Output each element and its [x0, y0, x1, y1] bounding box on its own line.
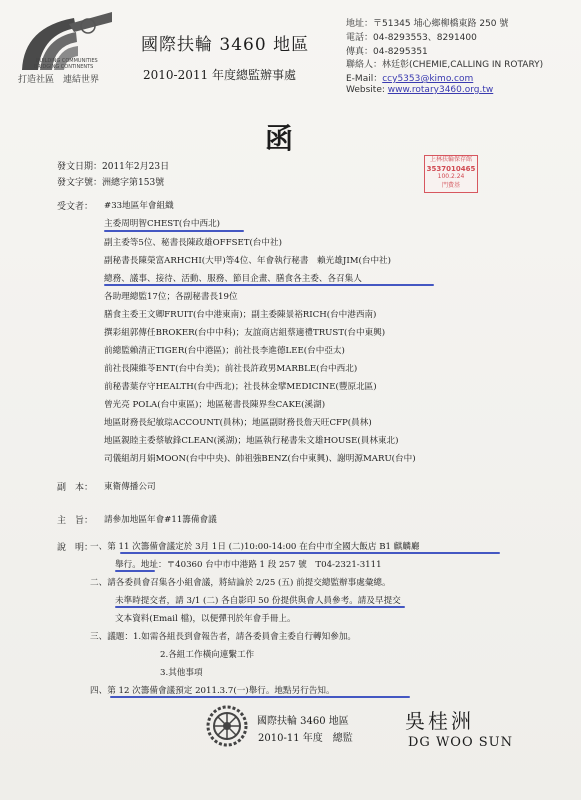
address: 地址：〒51345 埔心鄉柳橋東路 250 號 [346, 19, 509, 29]
explanation-item1b: 舉行。地址：〒40360 台中市中港路 1 段 257 號 T04-2321-3111 [115, 560, 382, 570]
rotary-wheel-icon [206, 705, 248, 747]
recipient-line: 副秘書長陳榮富ARHCHI(大甲)等4位、年會執行秘書 賴光雄JIM(台中社) [104, 256, 391, 266]
handwritten-underline [104, 230, 244, 232]
subject-value: 請參加地區年會#11籌備會議 [104, 515, 217, 525]
website-row [346, 85, 493, 95]
explanation-item3b: 2.各組工作橫向連繫工作 [160, 650, 255, 660]
explanation-item2a: 二、請各委員會召集各小組會議，將結論於 2/25 (五) 前提交總監辦事處彙總。 [90, 578, 391, 588]
handwritten-underline [115, 570, 155, 572]
email-link[interactable]: ccy5353@kimo.com [382, 74, 474, 84]
explanation-item4: 四、第 12 次籌備會議預定 2011.3.7(一)舉行。地點另行告知。 [90, 686, 335, 696]
explanation-item3c: 3.其他事項 [160, 668, 203, 678]
recipient-line: 地區財務長紀敏琮ACCOUNT(員林)；地區副財務長詹天旺CFP(員林) [104, 418, 372, 428]
received-stamp [424, 155, 478, 193]
recipient-line: 撰彩組郭傳任BROKER(台中中科)；友誼商店組蔡適禮TRUST(台中東興) [104, 328, 386, 338]
contact-person: 聯絡人：林廷彰(CHEMIE,CALLING IN ROTARY) [346, 60, 544, 70]
logo-text-bridging: BRIDGING CONTINENTS [34, 64, 94, 70]
governor-name-en: DG WOO SUN [408, 735, 513, 750]
cc-label: 副 本： [57, 483, 94, 493]
governor-name: 吳桂洲 [405, 709, 474, 733]
org-title: 國際扶輪 3460 地區 [141, 35, 310, 55]
email-label: E-Mail： [346, 74, 383, 84]
email-row [346, 71, 473, 84]
letter-title: 函 [265, 122, 294, 155]
handwritten-underline [104, 284, 434, 286]
tagline: 打造社區 連結世界 [18, 75, 100, 85]
stamp-date: 100.2.24 [437, 173, 465, 180]
recipient-line: 副主委等5位、秘書長陳政雄OFFSET(台中社) [104, 238, 282, 248]
explanation-item3a: 三、議題：1.如需各組長到會報告者，請各委員會主委自行轉知參加。 [90, 632, 357, 642]
stamp-unit: 門費基 [441, 181, 460, 189]
explanation-label: 說 明： [57, 543, 94, 553]
logo-text-building: BUILDING COMMUNITIES [36, 58, 98, 64]
fax: 傳真：04-8295351 [346, 47, 428, 57]
recipient-line: 地區親睦主委蔡敏鋒CLEAN(溪湖)；地區執行秘書朱文雄HOUSE(員林東北) [104, 436, 399, 446]
explanation-item1a: 一、第 11 次籌備會議定於 3月 1日 (二)10:00-14:00 在台中市全國大飯店 B1 麒麟廳 [90, 542, 420, 552]
footer-org: 國際扶輪 3460 地區 [257, 716, 349, 727]
recipient-line: 主委周明智CHEST(台中西北) [104, 219, 221, 229]
recipient-line: 前秘書葉存守HEALTH(台中西北)；社長林金擘MEDICINE(豐原北區) [104, 382, 377, 392]
org-subtitle: 2010-2011 年度總監辦事處 [143, 68, 296, 82]
footer-subtitle: 2010-11 年度 總監 [258, 733, 353, 744]
issue-date: 發文日期：2011年2月23日 [57, 162, 170, 172]
website-link[interactable]: www.rotary3460.org.tw [387, 85, 494, 95]
recipient-line: 總務、議事、接待、活動、服務、節目企畫、膳食各主委、各召集人 [104, 274, 362, 284]
recipient-line: 膳食主委王文卿FRUIT(台中港東南)；副主委陳景裕RICH(台中港西南) [104, 310, 377, 320]
stamp-line1: 上林扶輪保存館 [429, 156, 472, 163]
recipient-line: 前社長陳維苓ENT(台中台美)；前社長許政男MARBLE(台中西北) [104, 364, 358, 374]
phone: 電話：04-8293553、8291400 [346, 33, 477, 43]
handwritten-underline [115, 606, 405, 608]
recipients-label: 受文者： [57, 202, 94, 212]
stamp-number: 3537010465 [426, 164, 476, 173]
cc-value: 東衛傳播公司 [104, 482, 156, 492]
handwritten-underline [110, 696, 410, 698]
handwritten-underline [120, 552, 500, 554]
explanation-item2b: 未準時提交者，請 3/1 (二) 各自影印 50 份提供與會人員參考。請及早提交 [115, 596, 401, 606]
recipient-line: #33地區年會組織 [104, 201, 174, 211]
recipient-line: 曾光亮 POLA(台中東區)；地區秘書長陳界叁CAKE(溪湖) [104, 400, 326, 410]
doc-number: 發文字號：洲總字第153號 [57, 178, 165, 188]
explanation-item2c: 文本資料(Email 檔)，以便彈刊於年會手冊上。 [115, 614, 296, 624]
recipient-line: 前總監賴清正TIGER(台中港區)；前社長李進德LEE(台中亞太) [104, 346, 345, 356]
website-label: Website: [346, 85, 388, 95]
recipient-line: 司儀組胡月娟MOON(台中中央)、帥祖強BENZ(台中東興)、謝明源MARU(台中) [104, 454, 416, 464]
recipient-line: 各助理總監17位；各副秘書長19位 [104, 292, 238, 302]
subject-label: 主 旨： [57, 516, 94, 526]
